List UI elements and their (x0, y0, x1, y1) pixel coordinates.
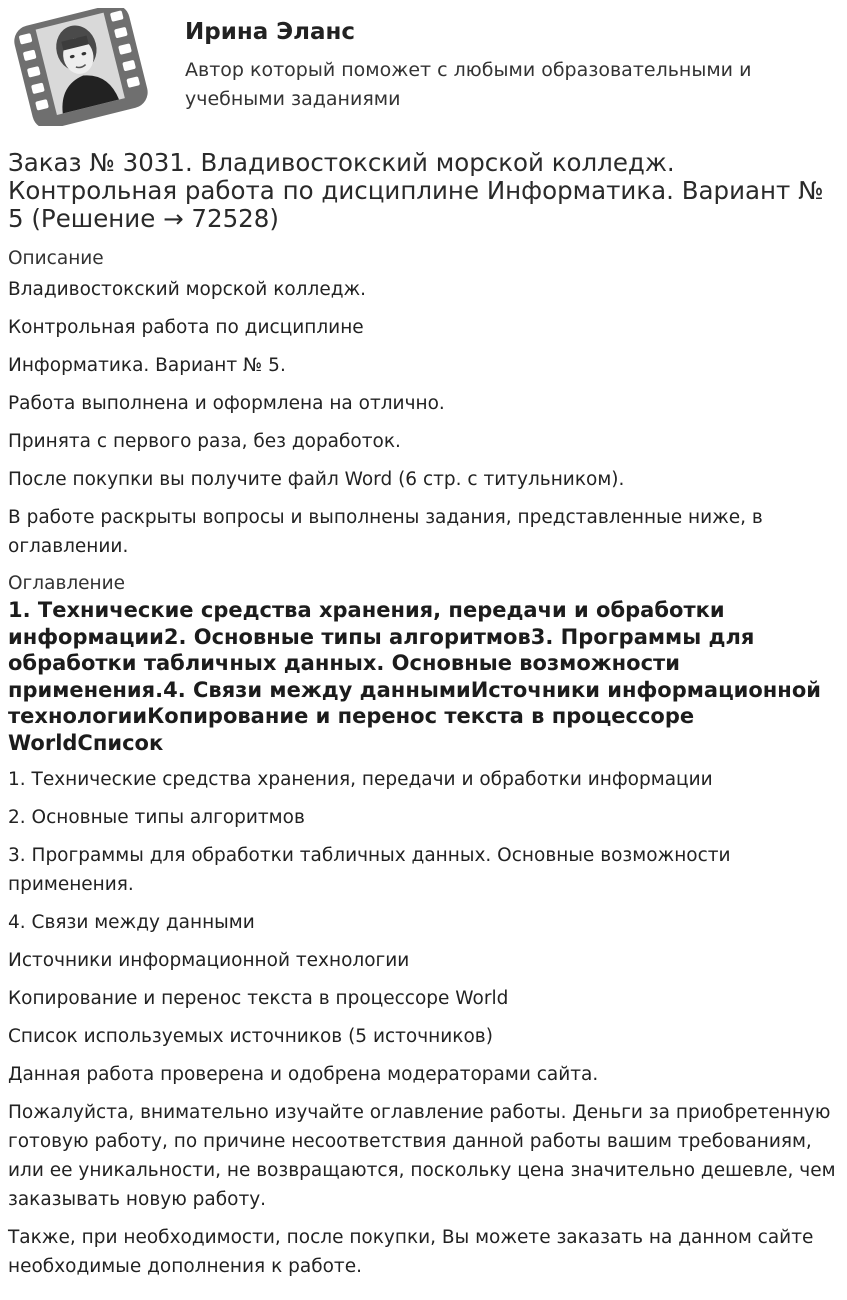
description-paragraph: Работа выполнена и оформлена на отлично. (8, 393, 445, 414)
toc-item: 3. Программы для обработки табличных данных. Основные возможности применения. (8, 845, 731, 895)
description-label: Описание (8, 248, 104, 269)
toc-item: Копирование и перенос текста в процессоре World (8, 988, 509, 1009)
additions-note: Также, при необходимости, после покупки, Вы можете заказать на данном сайте необходимые дополнения к работе. (8, 1227, 814, 1277)
description-paragraph: В работе раскрыты вопросы и выполнены задания, представленные ниже, в оглавлении. (8, 507, 763, 557)
description-paragraph: Контрольная работа по дисциплине (8, 317, 364, 338)
toc-item: Список используемых источников (5 источников) (8, 1026, 493, 1047)
author-name[interactable]: Ирина Эланс (185, 19, 356, 45)
description-paragraph: Информатика. Вариант № 5. (8, 355, 286, 376)
refund-notice: Пожалуйста, внимательно изучайте оглавление работы. Деньги за приобретенную готовую работу, по причине несоответствия данной работы вашим требованиям, или ее уникальности, не возвращаются, поскольку цена значительно дешевле, чем заказывать новую работу. (8, 1102, 836, 1210)
toc-label: Оглавление (8, 573, 126, 594)
author-card (8, 8, 838, 128)
order-content (8, 245, 843, 1281)
toc-item: 1. Технические средства хранения, передачи и обработки информации (8, 769, 713, 790)
avatar[interactable] (8, 8, 153, 126)
description-paragraph: После покупки вы получите файл Word (6 стр. с титульником). (8, 469, 625, 490)
author-description: Автор который поможет с любыми образовательными и учебными заданиями (185, 59, 752, 110)
moderation-note: Данная работа проверена и одобрена модераторами сайта. (8, 1064, 599, 1085)
toc-item: 2. Основные типы алгоритмов (8, 807, 305, 828)
description-paragraph: Владивостокский морской колледж. (8, 279, 367, 300)
film-frame-avatar-image (8, 8, 153, 126)
description-paragraph: Принята с первого раза, без доработок. (8, 431, 401, 452)
order-title: Заказ № 3031. Владивостокский морской колледж. Контрольная работа по дисциплине Информатика. Вариант № 5 (Решение → 72528) (8, 148, 824, 233)
toc-item: Источники информационной технологии (8, 950, 410, 971)
toc-summary-heading: 1. Технические средства хранения, передачи и обработки информации2. Основные типы алгоритмов3. Программы для обработки табличных данных. Основные возможности применения.4. Связи между даннымиИсточники информационной технологииКопирование и перенос текста в процессоре WorldСписок (8, 598, 821, 755)
toc-item: 4. Связи между данными (8, 912, 255, 933)
